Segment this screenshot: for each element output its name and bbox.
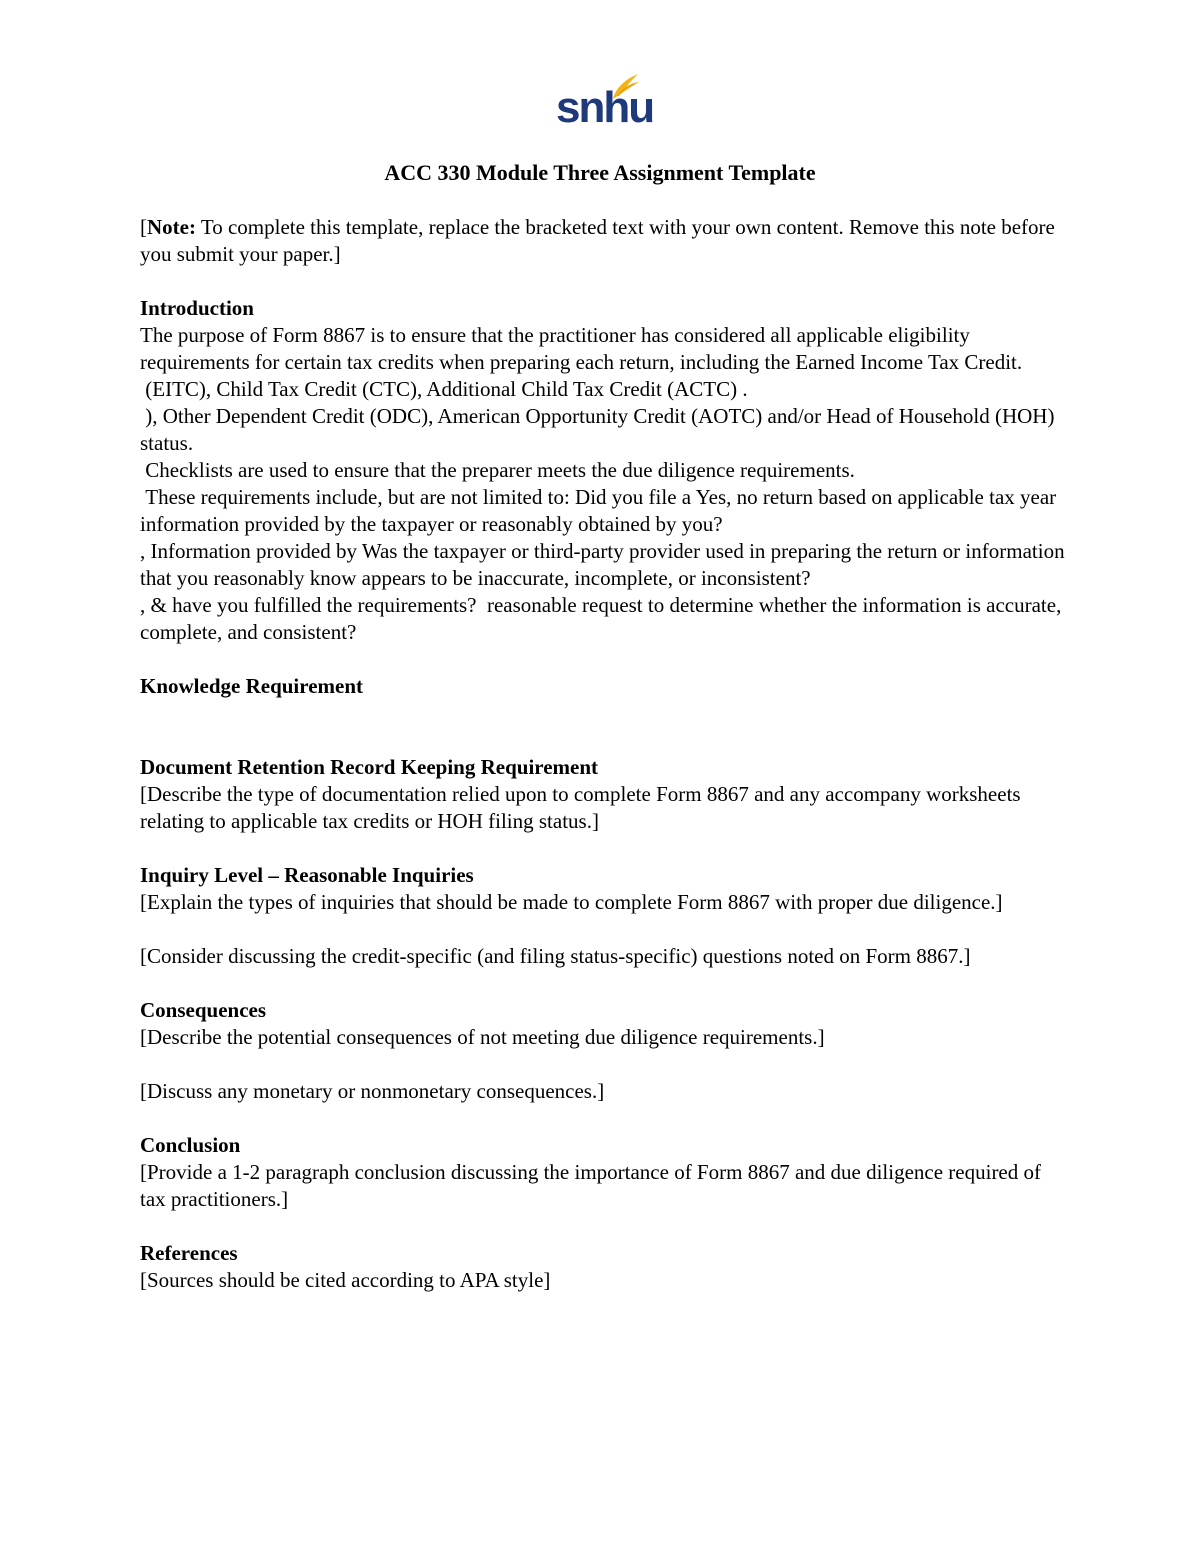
intro-line: (EITC), Child Tax Credit (CTC), Additional Child Tax Credit (ACTC) . <box>140 377 748 401</box>
document-body <box>140 214 1065 1294</box>
intro-line: , & have you fulfilled the requirements? reasonable request to determine whether the information is accurate, complete, and consistent? <box>140 593 1067 644</box>
document-title: ACC 330 Module Three Assignment Template <box>384 160 816 185</box>
consequences-text: [Describe the potential consequences of not meeting due diligence requirements.] <box>140 1025 825 1049</box>
document-retention-text: [Describe the type of documentation relied upon to complete Form 8867 and any accompany worksheets relating to applicable tax credits or HOH filing status.] <box>140 782 1021 833</box>
inquiry-text: [Explain the types of inquiries that should be made to complete Form 8867 with proper due diligence.] <box>140 890 1003 914</box>
conclusion-heading: Conclusion <box>140 1133 241 1157</box>
consequences-heading: Consequences <box>140 998 267 1022</box>
introduction-heading: Introduction <box>140 296 254 320</box>
references-text: [Sources should be cited according to APA style] <box>140 1268 551 1292</box>
logo-wordmark: snhu <box>556 83 654 132</box>
note-open-bracket: [ <box>140 215 147 239</box>
template-note <box>140 214 1065 268</box>
intro-line: Checklists are used to ensure that the preparer meets the due diligence requirements. <box>140 458 855 482</box>
intro-line: The purpose of Form 8867 is to ensure that the practitioner has considered all applicable eligibility requirements for certain tax credits when preparing each return, including the Earned Income Tax Credit. <box>140 323 1023 374</box>
consequences-text: [Discuss any monetary or nonmonetary consequences.] <box>140 1079 605 1103</box>
intro-line: These requirements include, but are not limited to: Did you file a Yes, no return based on applicable tax year information provided by the taxpayer or reasonably obtained by you? <box>140 485 1062 536</box>
flame-icon <box>610 72 640 100</box>
knowledge-heading: Knowledge Requirement <box>140 674 364 698</box>
inquiry-text: [Consider discussing the credit-specific (and filing status-specific) questions noted on Form 8867.] <box>140 944 971 968</box>
note-text: To complete this template, replace the bracketed text with your own content. Remove this note before you submit your paper.] <box>140 215 1055 266</box>
snhu-logo <box>556 72 654 134</box>
inquiry-heading: Inquiry Level – Reasonable Inquiries <box>140 863 474 887</box>
conclusion-text: [Provide a 1-2 paragraph conclusion discussing the importance of Form 8867 and due diligence required of tax practitioners.] <box>140 1160 1042 1211</box>
document-retention-heading: Document Retention Record Keeping Requirement <box>140 755 599 779</box>
intro-line: , Information provided by Was the taxpayer or third-party provider used in preparing the return or information that you reasonably know appears to be inaccurate, incomplete, or inconsistent? <box>140 539 1065 590</box>
intro-line: ), Other Dependent Credit (ODC), American Opportunity Credit (AOTC) and/or Head of Household (HOH) status. <box>140 404 1060 455</box>
references-heading: References <box>140 1241 238 1265</box>
note-label: Note: <box>147 215 196 239</box>
